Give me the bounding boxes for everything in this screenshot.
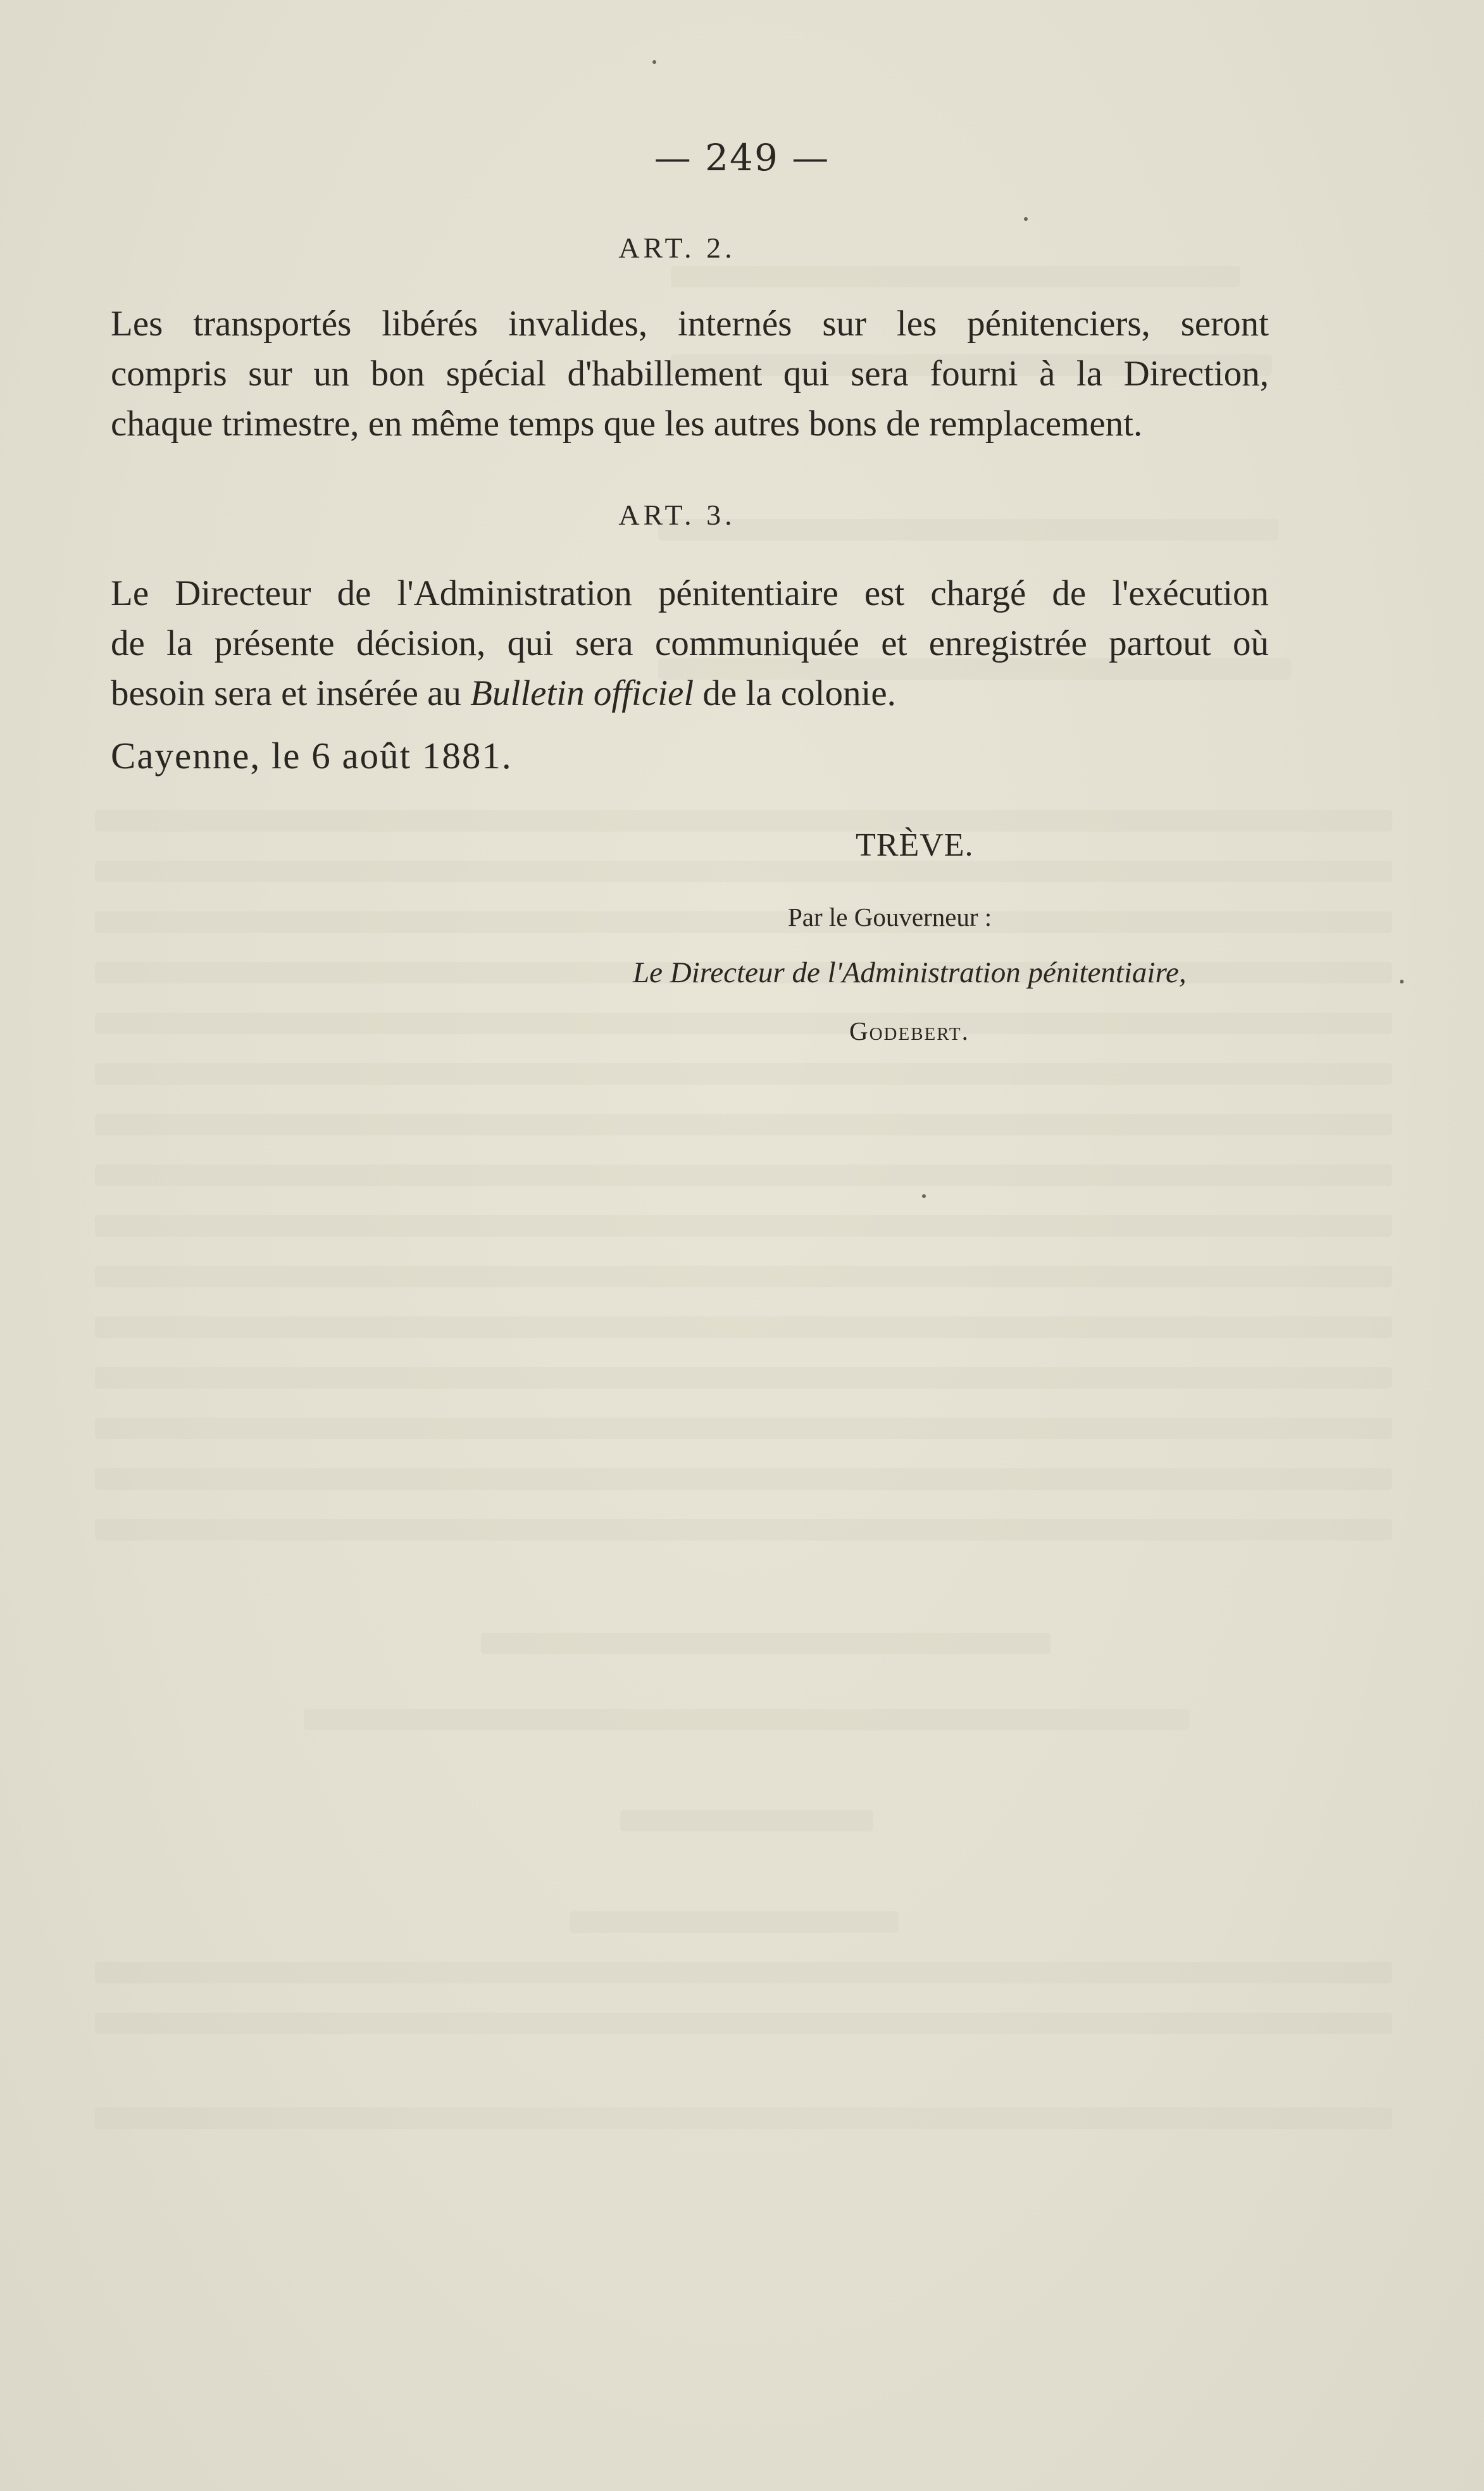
article-3-line: Le Directeur de l'Administration pénitentiaire est chargé de l'exécution bbox=[111, 573, 1269, 613]
director-name: Godebert. bbox=[849, 1016, 970, 1046]
article-3-line-start: besoin sera et insérée au bbox=[111, 673, 471, 713]
ink-speck bbox=[1400, 980, 1404, 983]
article-2-heading: ART. 2. bbox=[618, 232, 736, 264]
ink-speck bbox=[922, 1194, 926, 1198]
article-3-heading: ART. 3. bbox=[618, 499, 736, 531]
article-3-line: de la présente décision, qui sera communiquée et enregistrée partout où bbox=[111, 623, 1269, 663]
place-and-date: Cayenne, le 6 août 1881. bbox=[111, 735, 513, 777]
by-the-governor-line: Par le Gouverneur : bbox=[788, 902, 992, 932]
page-number-header: — 249 — bbox=[654, 136, 830, 179]
article-2-line: Les transportés libérés invalides, internés sur les pénitenciers, seront bbox=[111, 304, 1269, 344]
governor-signature: TRÈVE. bbox=[856, 827, 974, 863]
article-3-line bbox=[111, 668, 1269, 718]
article-3-line-end: de la colonie. bbox=[694, 673, 896, 713]
article-2-line: compris sur un bon spécial d'habillement qui sera fourni à la Direction, bbox=[111, 354, 1269, 394]
director-title: Le Directeur de l'Administration pénitentiaire, bbox=[633, 956, 1187, 989]
article-2-paragraph bbox=[111, 299, 1269, 449]
bulletin-officiel-title: Bulletin officiel bbox=[470, 673, 694, 713]
ink-speck bbox=[1024, 217, 1028, 221]
ink-speck bbox=[652, 60, 656, 64]
article-2-line: chaque trimestre, en même temps que les autres bons de remplacement. bbox=[111, 404, 1143, 444]
article-3-paragraph bbox=[111, 568, 1269, 718]
